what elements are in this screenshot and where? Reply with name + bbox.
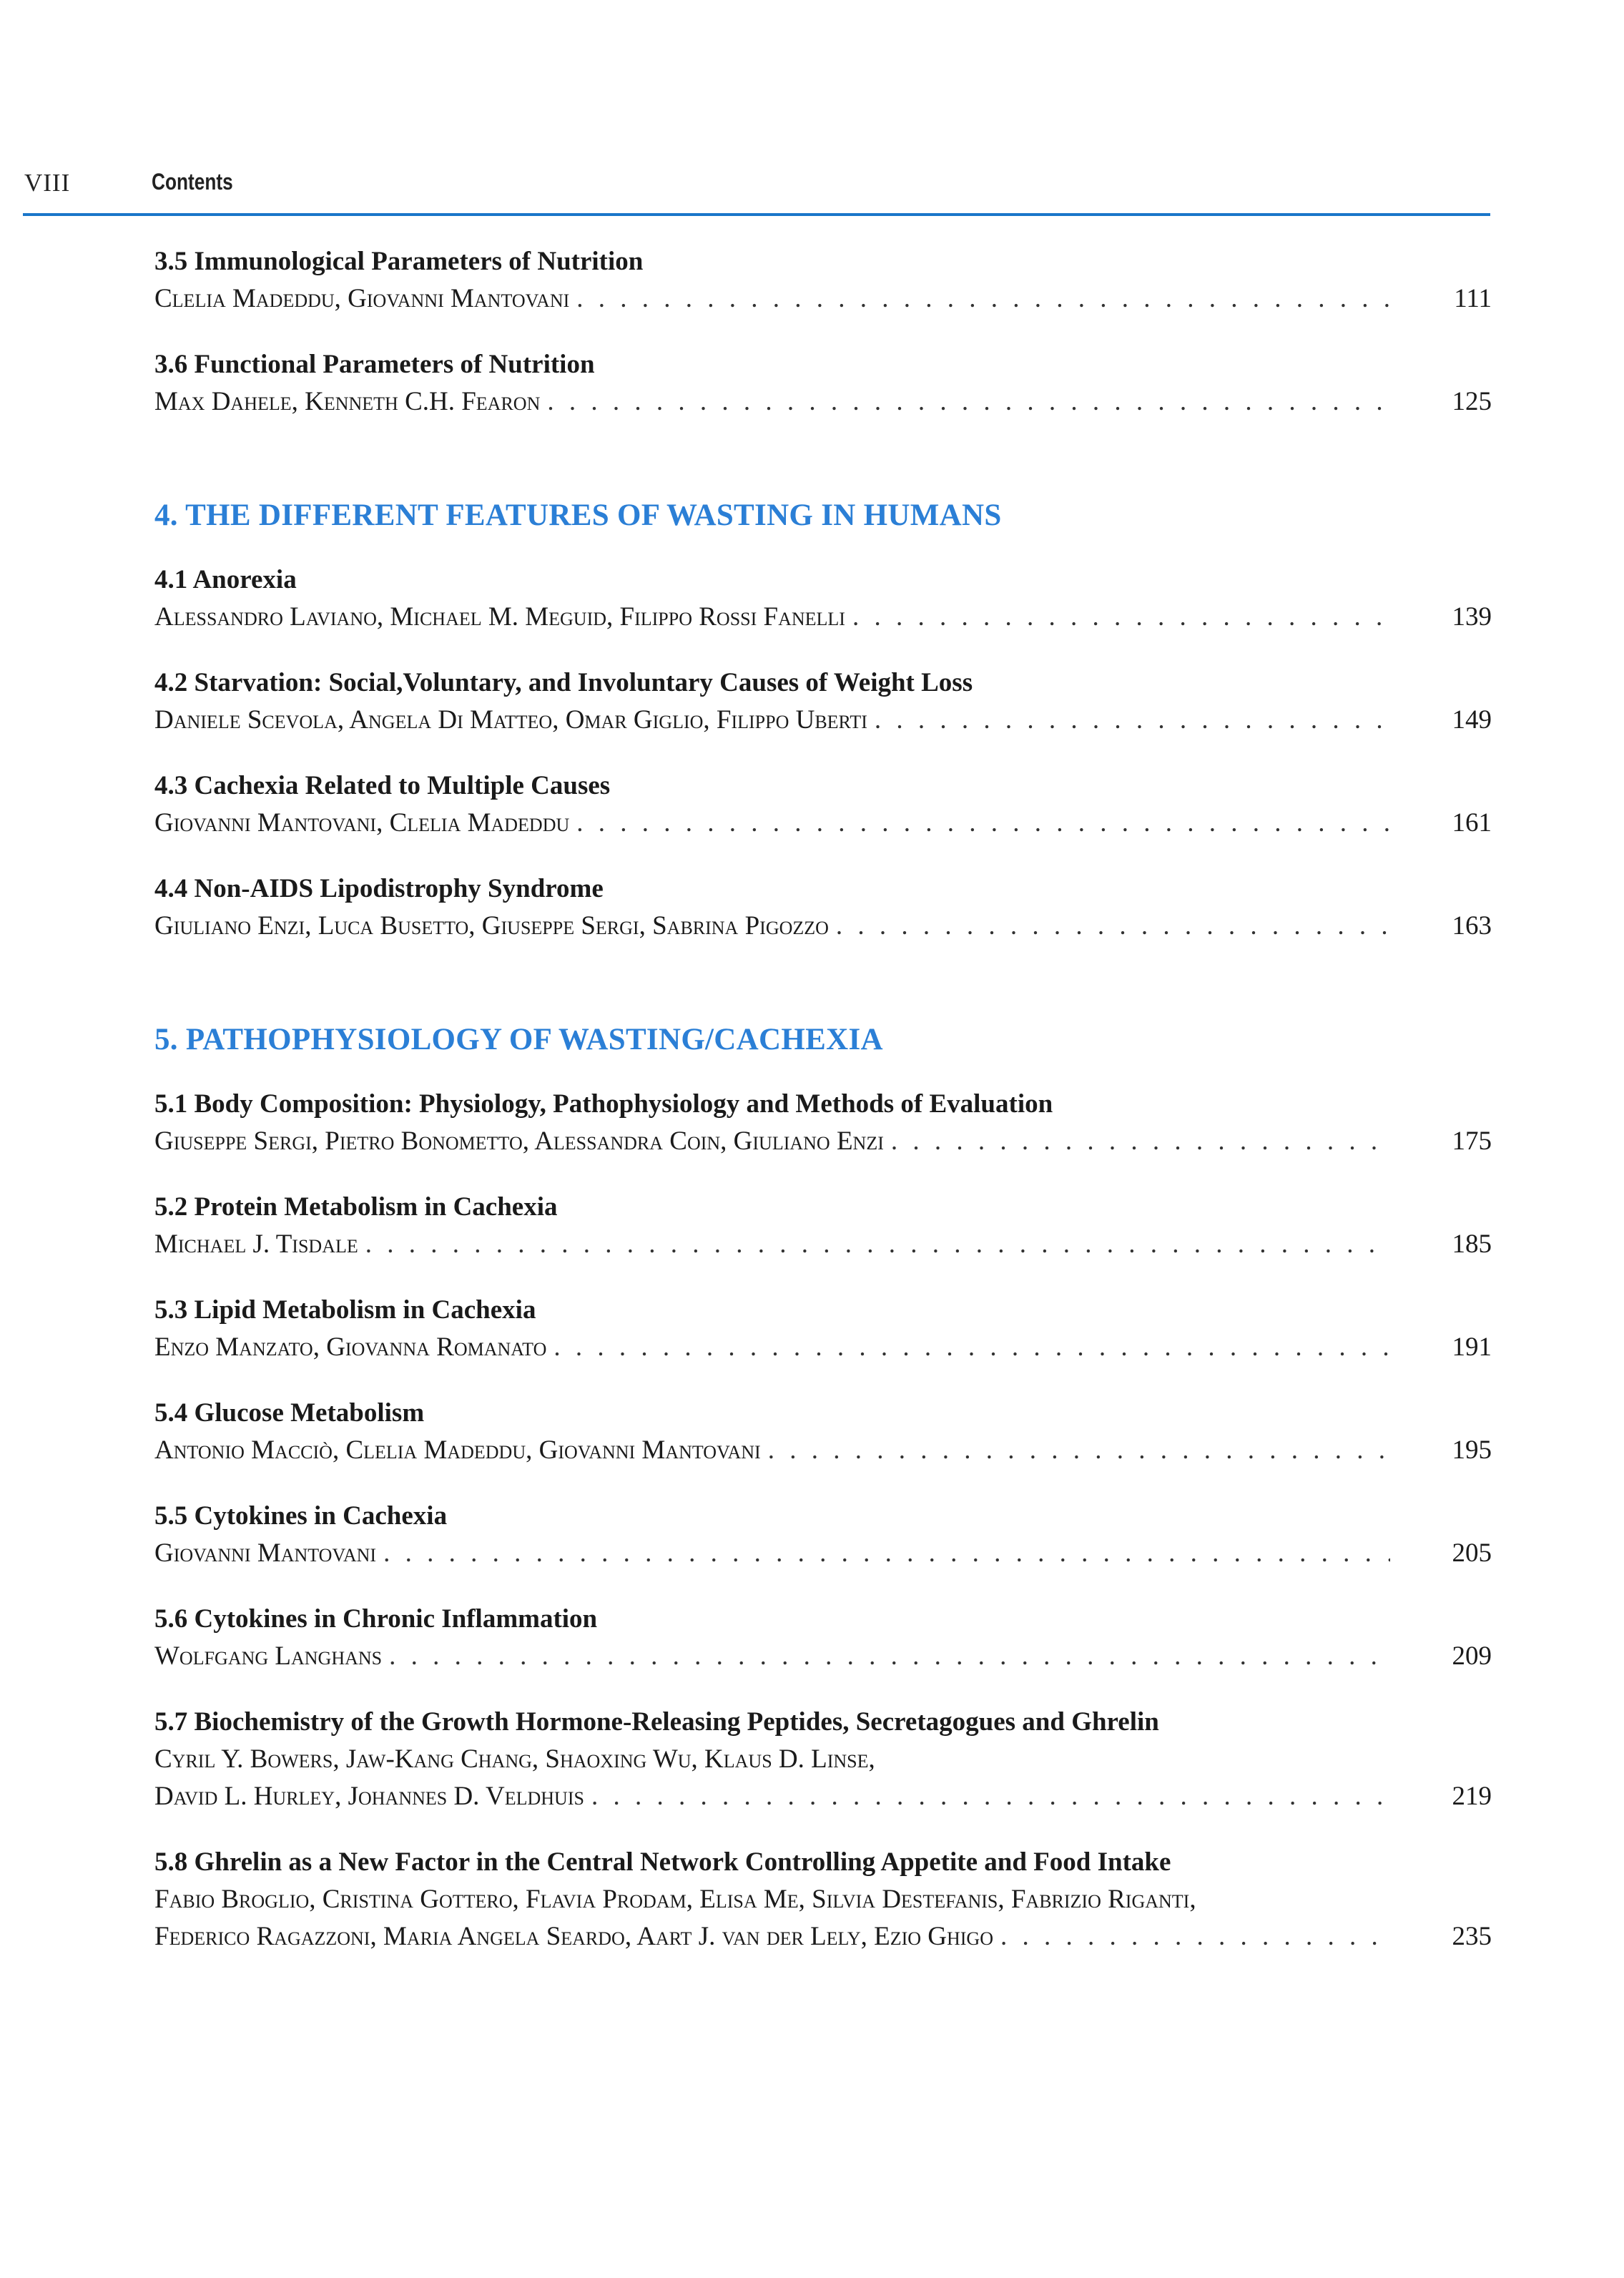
toc-entry[interactable] xyxy=(154,870,1492,945)
dot-leader xyxy=(875,702,1390,739)
chapter-authors: Fabio Broglio, Cristina Gottero, Flavia Prodam, Elisa Me, Silvia Destefanis, Fabrizio Riganti, xyxy=(154,1885,1196,1914)
table-of-contents xyxy=(154,243,1492,1984)
chapter-title[interactable]: 4.4 Non-AIDS Lipodistrophy Syndrome xyxy=(154,874,604,903)
author-row xyxy=(154,1918,1492,1955)
chapter-title[interactable]: 4.3 Cachexia Related to Multiple Causes xyxy=(154,771,611,800)
toc-entry[interactable] xyxy=(154,1704,1492,1815)
toc-entry[interactable] xyxy=(154,561,1492,636)
chapter-authors: Giovanni Mantovani xyxy=(154,1538,377,1568)
chapter-title[interactable]: 4.2 Starvation: Social,Voluntary, and Involuntary Causes of Weight Loss xyxy=(154,668,973,697)
toc-entry[interactable] xyxy=(154,346,1492,421)
toc-section xyxy=(154,243,1492,421)
toc-entry[interactable] xyxy=(154,1601,1492,1675)
chapter-authors: Wolfgang Langhans xyxy=(154,1641,383,1671)
toc-entry[interactable] xyxy=(154,664,1492,739)
chapter-authors: Daniele Scevola, Angela Di Matteo, Omar Giglio, Filippo Uberti xyxy=(154,705,867,735)
author-row xyxy=(154,1638,1492,1675)
dot-leader xyxy=(768,1432,1390,1469)
chapter-authors: Antonio Macciò, Clelia Madeddu, Giovanni Mantovani xyxy=(154,1435,761,1465)
author-row xyxy=(154,805,1492,842)
author-row xyxy=(154,1778,1492,1815)
chapter-authors: Clelia Madeddu, Giovanni Mantovani xyxy=(154,284,570,313)
toc-entry[interactable] xyxy=(154,1189,1492,1263)
chapter-authors: Cyril Y. Bowers, Jaw-Kang Chang, Shaoxing Wu, Klaus D. Linse, xyxy=(154,1744,875,1774)
page-reference[interactable]: 195 xyxy=(1452,1435,1492,1465)
author-row xyxy=(154,702,1492,739)
page-reference[interactable]: 161 xyxy=(1452,808,1492,838)
chapter-title[interactable]: 5.5 Cytokines in Cachexia xyxy=(154,1501,448,1531)
page-reference[interactable]: 209 xyxy=(1452,1641,1492,1671)
page-reference[interactable]: 175 xyxy=(1452,1126,1492,1156)
page-reference[interactable]: 219 xyxy=(1452,1782,1492,1811)
author-row xyxy=(154,1432,1492,1469)
chapter-title[interactable]: 3.6 Functional Parameters of Nutrition xyxy=(154,350,595,379)
toc-entry[interactable] xyxy=(154,1498,1492,1572)
chapter-title[interactable]: 3.5 Immunological Parameters of Nutrition xyxy=(154,247,644,276)
chapter-authors: Giovanni Mantovani, Clelia Madeddu xyxy=(154,808,570,838)
running-title: Contents xyxy=(152,169,233,195)
chapter-title[interactable]: 4.1 Anorexia xyxy=(154,565,297,594)
toc-entry[interactable] xyxy=(154,1395,1492,1469)
dot-leader xyxy=(891,1123,1390,1160)
section-heading: 4. THE DIFFERENT FEATURES OF WASTING IN HUMANS xyxy=(154,499,1002,532)
dot-leader xyxy=(389,1638,1390,1675)
chapter-authors: Enzo Manzato, Giovanna Romanato xyxy=(154,1332,547,1362)
toc-entry[interactable] xyxy=(154,243,1492,318)
author-row xyxy=(154,1123,1492,1160)
author-row xyxy=(154,908,1492,945)
chapter-authors: Michael J. Tisdale xyxy=(154,1229,358,1259)
dot-leader xyxy=(383,1535,1390,1572)
toc-entry[interactable] xyxy=(154,1844,1492,1955)
page-reference[interactable]: 125 xyxy=(1452,387,1492,416)
chapter-authors: Giuliano Enzi, Luca Busetto, Giuseppe Sergi, Sabrina Pigozzo xyxy=(154,911,829,941)
dot-leader xyxy=(576,280,1390,318)
dot-leader xyxy=(836,908,1390,945)
author-row xyxy=(154,1226,1492,1263)
dot-leader xyxy=(1000,1918,1390,1955)
toc-entry[interactable] xyxy=(154,1292,1492,1366)
chapter-title[interactable]: 5.3 Lipid Metabolism in Cachexia xyxy=(154,1295,536,1325)
toc-entry[interactable] xyxy=(154,767,1492,842)
chapter-title[interactable]: 5.6 Cytokines in Chronic Inflammation xyxy=(154,1604,598,1634)
chapter-title[interactable]: 5.4 Glucose Metabolism xyxy=(154,1398,425,1428)
page-reference[interactable]: 149 xyxy=(1452,705,1492,735)
chapter-authors: Max Dahele, Kenneth C.H. Fearon xyxy=(154,387,541,416)
running-header xyxy=(23,169,1490,216)
page-reference[interactable]: 191 xyxy=(1452,1332,1492,1362)
chapter-title[interactable]: 5.1 Body Composition: Physiology, Pathophysiology and Methods of Evaluation xyxy=(154,1089,1053,1119)
page-reference[interactable]: 163 xyxy=(1452,911,1492,941)
page-number: VIII xyxy=(24,169,71,197)
chapter-authors: David L. Hurley, Johannes D. Veldhuis xyxy=(154,1782,584,1811)
author-row xyxy=(154,599,1492,636)
page-reference[interactable]: 111 xyxy=(1454,284,1492,313)
chapter-authors: Giuseppe Sergi, Pietro Bonometto, Alessandra Coin, Giuliano Enzi xyxy=(154,1126,884,1156)
author-row xyxy=(154,1329,1492,1366)
author-row xyxy=(154,1535,1492,1572)
toc-section xyxy=(154,1022,1492,1955)
chapter-authors: Alessandro Laviano, Michael M. Meguid, Filippo Rossi Fanelli xyxy=(154,602,845,632)
toc-entry[interactable] xyxy=(154,1086,1492,1160)
chapter-title[interactable]: 5.7 Biochemistry of the Growth Hormone-Releasing Peptides, Secretagogues and Ghrelin xyxy=(154,1707,1159,1737)
author-row xyxy=(154,383,1492,421)
dot-leader xyxy=(852,599,1390,636)
page-reference[interactable]: 235 xyxy=(1452,1922,1492,1951)
toc-section xyxy=(154,498,1492,945)
dot-leader xyxy=(591,1778,1390,1815)
chapter-title[interactable]: 5.8 Ghrelin as a New Factor in the Central Network Controlling Appetite and Food Intake xyxy=(154,1847,1171,1877)
page-reference[interactable]: 185 xyxy=(1452,1229,1492,1259)
chapter-authors: Federico Ragazzoni, Maria Angela Seardo, Aart J. van der Lely, Ezio Ghigo xyxy=(154,1922,993,1951)
dot-leader xyxy=(365,1226,1390,1263)
page-reference[interactable]: 139 xyxy=(1452,602,1492,632)
dot-leader xyxy=(576,805,1390,842)
dot-leader xyxy=(547,383,1390,421)
page-reference[interactable]: 205 xyxy=(1452,1538,1492,1568)
section-heading: 5. PATHOPHYSIOLOGY OF WASTING/CACHEXIA xyxy=(154,1023,883,1056)
dot-leader xyxy=(553,1329,1390,1366)
author-row xyxy=(154,280,1492,318)
chapter-title[interactable]: 5.2 Protein Metabolism in Cachexia xyxy=(154,1192,558,1222)
